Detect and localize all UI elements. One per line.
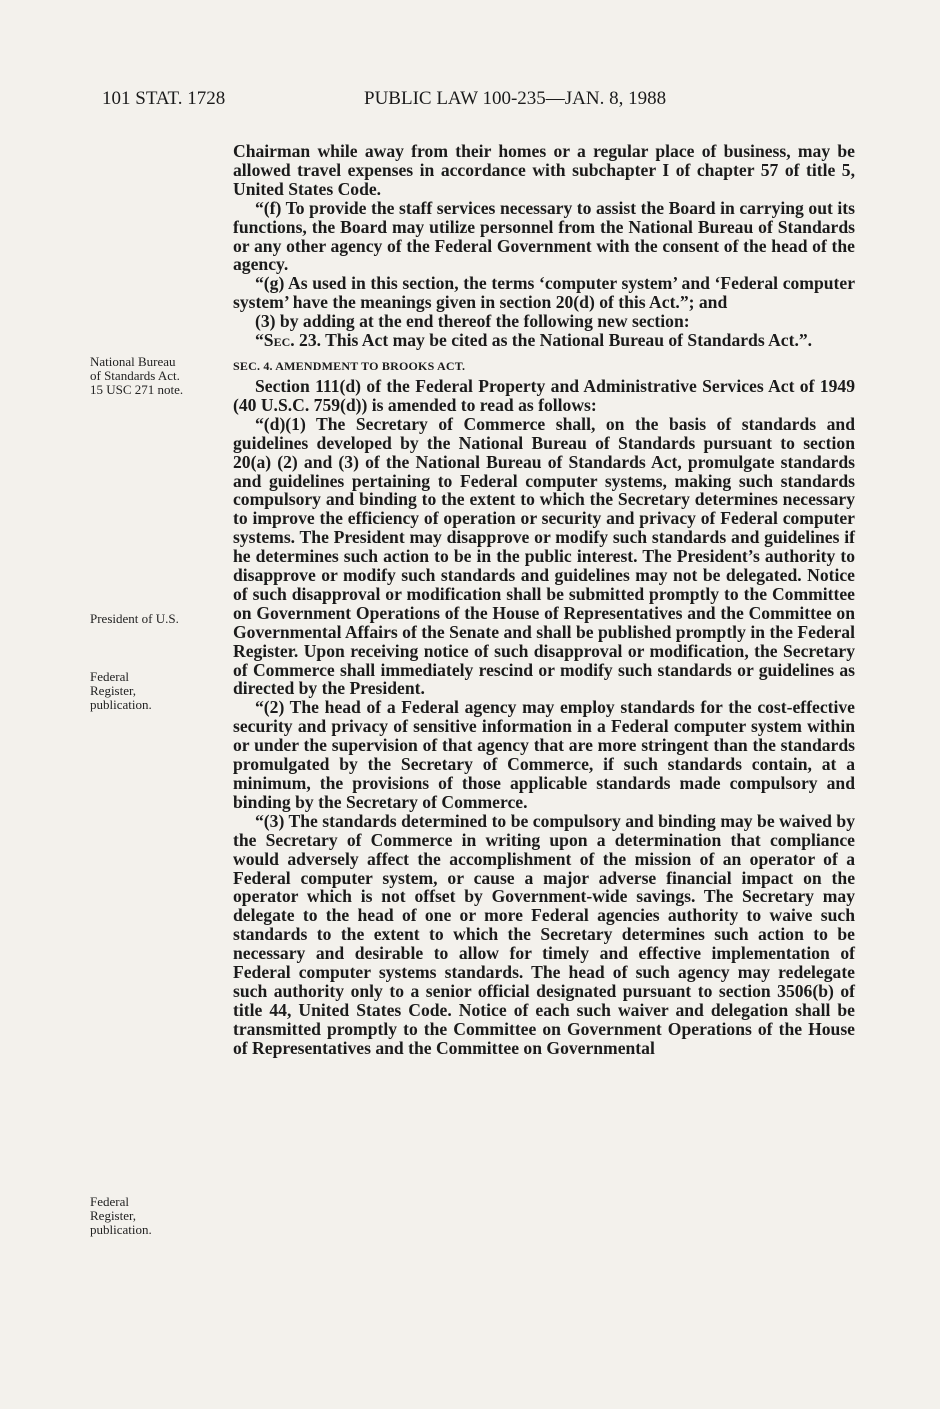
main-text [233, 142, 855, 1058]
paragraph: “(3) The standards determined to be compulsory and binding may be waived by the Secretary of Commerce in writing upon a determination that compliance would adversely affect the accomplishment of the mission of an operator of a Federal computer system, or cause a major adverse financial impact on the operator which is not offset by Government-wide savings. The Secretary may delegate to the head of one or more Federal agencies authority to waive such standards to the extent to which the Secretary determines such action to be necessary and desirable to allow for timely and effective implementation of Federal computer systems standards. The head of such agency may redelegate such authority only to a senior official designated pursuant to section 3506(b) of title 44, United States Code. Notice of each such waiver and delegation shall be transmitted promptly to the Committee on Government Operations of the House of Representatives and the Committee on Governmental [233, 810, 855, 1058]
paragraph: “(2) The head of a Federal agency may employ standards for the cost-effective security and privacy of sensitive information in a Federal computer system within or under the supervision of that agency that are more stringent than the standards promulgated by the Secretary of Commerce, if such standards contain, at a minimum, the provisions of those applicable standards made compulsory and binding by the Secretary of Commerce. [233, 697, 855, 812]
paragraph-section-23 [233, 331, 855, 350]
margin-note-line: Federal [90, 1194, 129, 1209]
paragraph: “(f) To provide the staff services necessary to assist the Board in carrying out its functions, the Board may utilize personnel from the National Bureau of Standards or any other agency of the Federal Government with the consent of the head of the agency. [233, 197, 855, 275]
margin-note-line: of Standards Act. [90, 368, 180, 383]
margin-note-line: Register, [90, 683, 137, 698]
margin-note-federal-register-2 [90, 1195, 220, 1237]
paragraph: “(d)(1) The Secretary of Commerce shall, on the basis of standards and guidelines developed by the National Bureau of Standards pursuant to section 20(a) (2) and (3) of the National Bureau of Standards Act, promulgate standards and guidelines pertaining to Federal computer systems, making such standards compulsory and binding to the extent to which the Secretary determines necessary to improve the efficiency of operation or security and privacy of Federal computer systems. The President may disapprove or modify such standards and guidelines if he determines such action to be in the public interest. The President’s authority to disapprove or modify such standards and guidelines may not be delegated. Notice of such disapproval or modification shall be submitted promptly to the Committee on Government Operations of the House of Representatives and the Committee on Governmental Affairs of the Senate and shall be published promptly in the Federal Register. Upon receiving notice of such disapproval or modification, the Secretary of Commerce shall immediately rescind or modify such standards or guidelines as directed by the President. [233, 413, 855, 699]
margin-note-line: Federal [90, 669, 129, 684]
margin-note-line: 15 USC 271 note. [90, 382, 184, 397]
paragraph: Section 111(d) of the Federal Property and Administrative Services Act of 1949 (40 U.S.C. 759(d)) is amended to read as follows: [233, 375, 855, 415]
margin-note-line: publication. [90, 1222, 152, 1237]
margin-note-president [90, 612, 220, 626]
section-heading: SEC. 4. AMENDMENT TO BROOKS ACT. [233, 358, 466, 373]
margin-note-nbs-act [90, 355, 220, 397]
text-span: 23. This Act may be cited as the National Bureau of Standards Act.”. [294, 330, 813, 351]
page-header [102, 88, 852, 118]
public-law-title: PUBLIC LAW 100-235—JAN. 8, 1988 [364, 88, 667, 109]
margin-note-line: National Bureau [90, 354, 176, 369]
paragraph: “(g) As used in this section, the terms ‘computer system’ and ‘Federal computer system’ have the meanings given in section 20(d) of this Act.”; and [233, 273, 855, 313]
text-span: “ [255, 330, 264, 351]
paragraph: Chairman while away from their homes or a regular place of business, may be allowed travel expenses in accordance with subchapter I of chapter 57 of title 5, United States Code. [233, 141, 855, 199]
paragraph: (3) by adding at the end thereof the following new section: [255, 311, 690, 332]
margin-note-line: President of U.S. [90, 611, 179, 626]
stat-citation: 101 STAT. 1728 [102, 88, 226, 109]
margin-note-line: Register, [90, 1208, 137, 1223]
section-label: Sec. [263, 330, 295, 351]
margin-note-federal-register-1 [90, 670, 220, 712]
margin-note-line: publication. [90, 697, 152, 712]
